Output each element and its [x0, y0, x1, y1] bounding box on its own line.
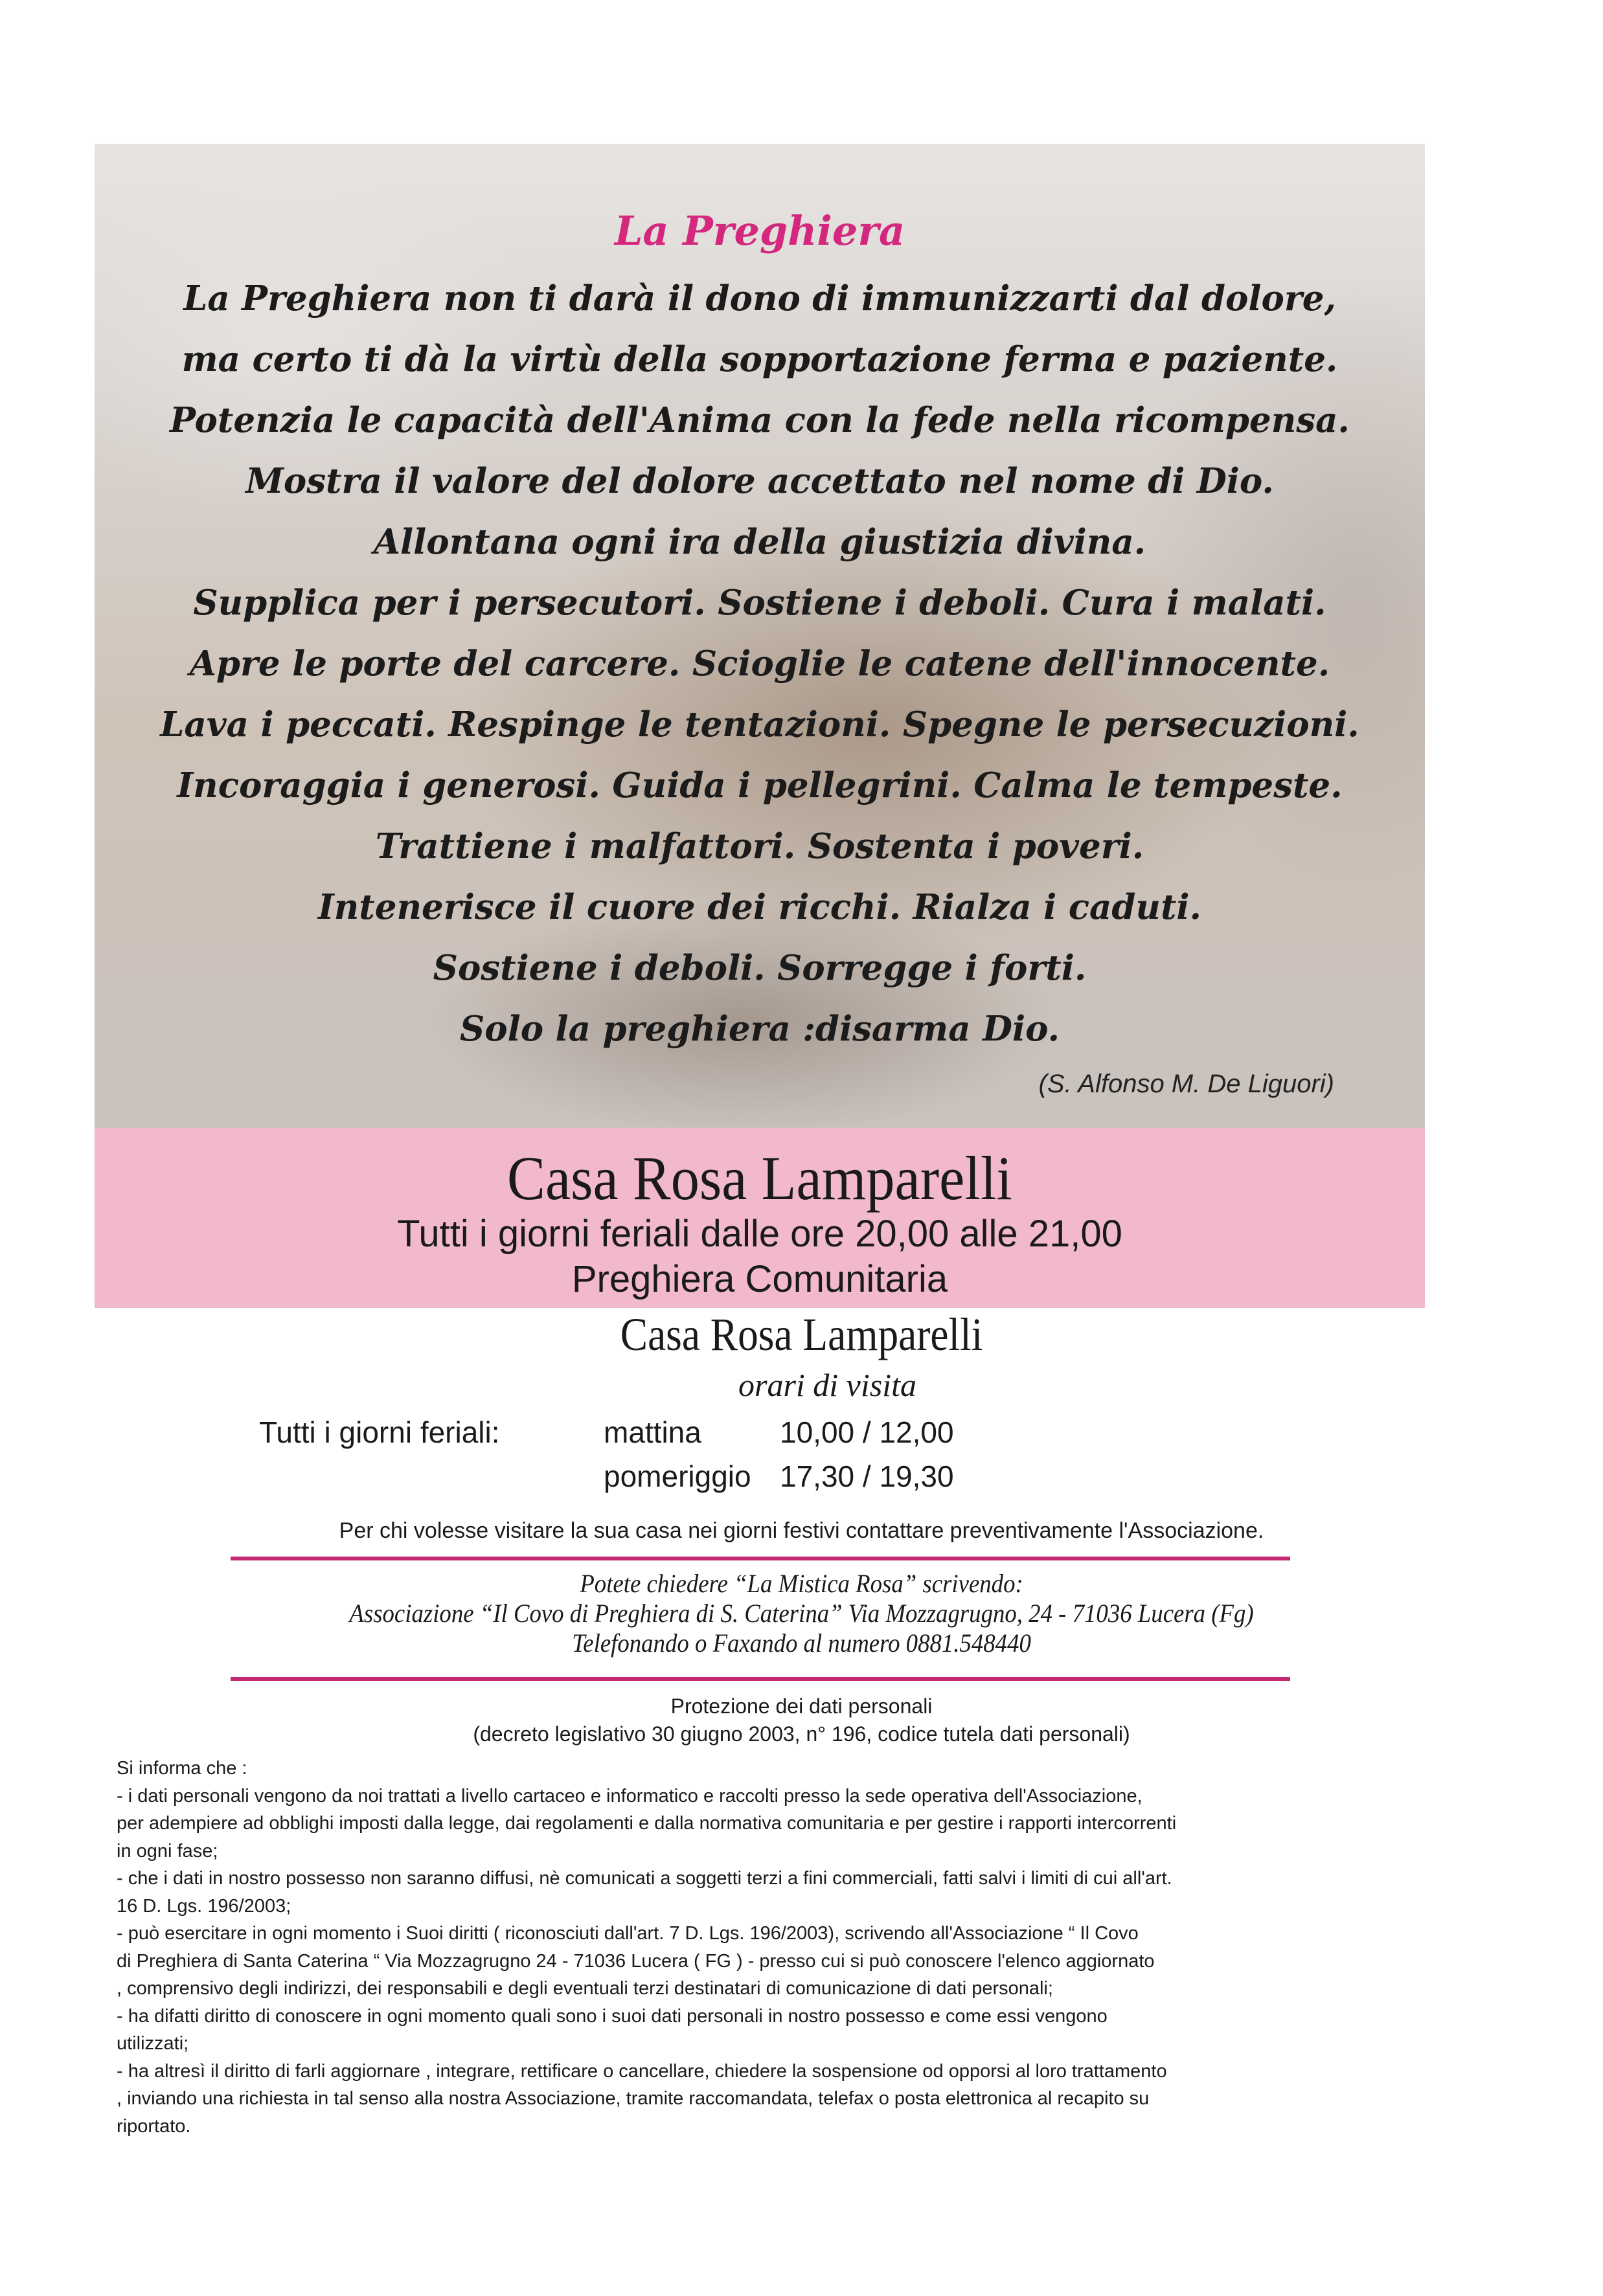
prayer-line: Potenzia le capacità dell'Anima con la fede nella ricompensa. — [170, 400, 1350, 440]
visits-period: mattina — [604, 1415, 701, 1449]
divider — [231, 1677, 1290, 1681]
contact-address: Associazione “Il Covo di Preghiera di S. Caterina” Via Mozzagrugno, 24 - 71036 Lucera (Fg) — [349, 1599, 1254, 1628]
privacy-line: in ogni fase; — [117, 1840, 218, 1862]
privacy-line: Si informa che : — [117, 1758, 247, 1779]
prayer-line: Mostra il valore del dolore accettato nel nome di Dio. — [245, 461, 1274, 501]
contact-phone: Telefonando o Faxando al numero 0881.548440 — [572, 1628, 1031, 1658]
privacy-body — [117, 1755, 1405, 2140]
visits-time: 17,30 / 19,30 — [780, 1459, 954, 1493]
privacy-line: utilizzati; — [117, 2033, 189, 2054]
community-prayer-banner — [95, 1128, 1425, 1308]
prayer-line: Lava i peccati. Respinge le tentazioni. Spegne le persecuzioni. — [160, 704, 1359, 745]
visits-title: Casa Rosa Lamparelli — [620, 1309, 983, 1360]
visits-days-label: Tutti i giorni feriali: — [259, 1415, 500, 1449]
prayer-title: La Preghiera — [614, 207, 905, 254]
contact-block — [0, 1569, 1603, 1658]
privacy-line: per adempiere ad obblighi imposti dalla legge, dai regolamenti e dalla normativa comunitaria e per gestire i rapporti intercorrenti — [117, 1813, 1177, 1834]
privacy-line: di Preghiera di Santa Caterina “ Via Mozzagrugno 24 - 71036 Lucera ( FG ) - presso cui si può conoscere l'elenco aggiornato — [117, 1950, 1155, 1972]
banner-title: Casa Rosa Lamparelli — [507, 1143, 1012, 1213]
prayer-line: Trattiene i malfattori. Sostenta i poveri. — [375, 826, 1144, 866]
prayer-line: Supplica per i persecutori. Sostiene i deboli. Cura i malati. — [193, 583, 1326, 623]
divider — [231, 1557, 1290, 1560]
prayer-panel — [95, 144, 1425, 1128]
prayer-line: ma certo ti dà la virtù della sopportazione ferma e paziente. — [181, 339, 1338, 379]
prayer-line: Solo la preghiera :disarma Dio. — [459, 1009, 1060, 1049]
privacy-line: , comprensivo degli indirizzi, dei responsabili e degli eventuali terzi destinatari di comunicazione di dati personali; — [117, 1978, 1053, 1999]
prayer-line: Apre le porte del carcere. Scioglie le catene dell'innocente. — [189, 644, 1330, 684]
privacy-line: - ha difatti diritto di conoscere in ogni momento quali sono i suoi dati personali in nostro possesso e come essi vengono — [117, 2005, 1108, 2027]
contact-line: Potete chiedere “La Mistica Rosa” scrivendo: — [580, 1569, 1023, 1598]
prayer-line: Incoraggia i generosi. Guida i pellegrini. Calma le tempeste. — [177, 765, 1343, 805]
privacy-line: - può esercitare in ogni momento i Suoi diritti ( riconosciuti dall'art. 7 D. Lgs. 196/2003), scrivendo all'Associazione “ Il Covo — [117, 1923, 1139, 1944]
privacy-line: - i dati personali vengono da noi trattati a livello cartaceo e informatico e raccolti presso la sede operativa dell'Associazione, — [117, 1785, 1143, 1806]
prayer-line: Allontana ogni ira della giustizia divina. — [373, 522, 1146, 562]
privacy-line: - che i dati in nostro possesso non saranno diffusi, nè comunicati a soggetti terzi a fini commerciali, fatti salvi i limiti di cui all'art. — [117, 1868, 1172, 1889]
prayer-line: Sostiene i deboli. Sorregge i forti. — [433, 948, 1087, 988]
visits-time: 10,00 / 12,00 — [780, 1415, 954, 1449]
prayer-author: (S. Alfonso M. De Liguori) — [1038, 1070, 1334, 1098]
prayer-line: La Preghiera non ti darà il dono di immunizzarti dal dolore, — [183, 278, 1336, 319]
banner-subtitle: Preghiera Comunitaria — [571, 1258, 948, 1300]
privacy-line: - ha altresì il diritto di farli aggiornare , integrare, rettificare o cancellare, chiedere la sospensione od opporsi al loro trattamento — [117, 2060, 1167, 2082]
visits-note: Per chi volesse visitare la sua casa nei giorni festivi contattare preventivamente l'Associazione. — [339, 1518, 1264, 1543]
visits-subtitle: orari di visita — [738, 1367, 917, 1403]
prayer-text — [95, 268, 1425, 1059]
banner-schedule: Tutti i giorni feriali dalle ore 20,00 alle 21,00 — [397, 1213, 1122, 1255]
privacy-line: 16 D. Lgs. 196/2003; — [117, 1895, 291, 1917]
privacy-decree: (decreto legislativo 30 giugno 2003, n° 196, codice tutela dati personali) — [473, 1722, 1130, 1746]
privacy-title: Protezione dei dati personali — [670, 1694, 933, 1718]
prayer-line: Intenerisce il cuore dei ricchi. Rialza i caduti. — [317, 887, 1202, 927]
privacy-line: riportato. — [117, 2115, 191, 2137]
visits-period: pomeriggio — [604, 1459, 751, 1493]
privacy-line: , inviando una richiesta in tal senso alla nostra Associazione, tramite raccomandata, telefax o posta elettronica al recapito su — [117, 2088, 1150, 2109]
